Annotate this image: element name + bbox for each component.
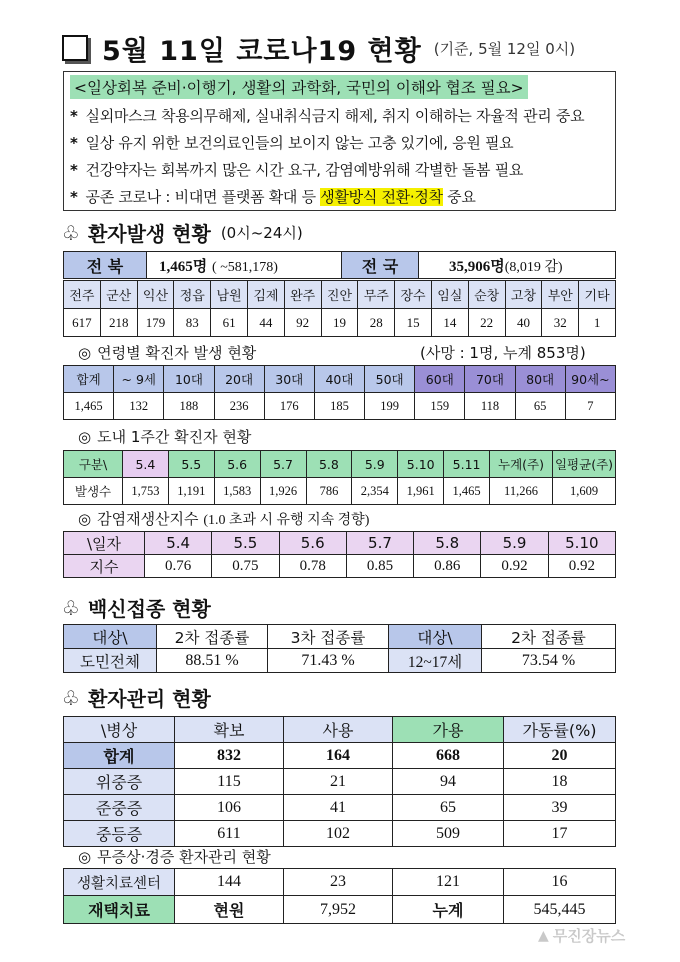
week-value: 1,465 (444, 478, 490, 505)
vaccine-value: 71.43 % (268, 649, 389, 673)
age-header: 20대 (214, 366, 264, 393)
rt-value: 0.92 (548, 555, 615, 578)
rt-header: 5.5 (212, 532, 279, 555)
age-value: 176 (264, 393, 314, 420)
club-icon: ♧ (62, 220, 80, 245)
vaccine-value: 73.54 % (482, 649, 616, 673)
beds-row-label: 위중증 (64, 769, 175, 795)
age-header: 60대 (415, 366, 465, 393)
vaccine-all-residents: 도민전체 (64, 649, 157, 673)
rt-table (63, 531, 616, 578)
rt-value: 0.75 (212, 555, 279, 578)
jb-label: 전 북 (64, 252, 147, 279)
rt-header: 5.6 (279, 532, 346, 555)
jeonbuk-summary-table (63, 251, 616, 279)
age-header: 30대 (264, 366, 314, 393)
week-value: 1,191 (168, 478, 214, 505)
vaccine-table (63, 624, 616, 673)
mild-cell: 144 (175, 869, 284, 896)
region-header: 장수 (395, 281, 432, 309)
beds-header: 가동률(%) (504, 717, 616, 743)
region-count: 1 (579, 309, 616, 337)
rt-value: 0.76 (145, 555, 212, 578)
region-header: 기타 (579, 281, 616, 309)
vaccine-target-header: 대상\ (64, 625, 157, 649)
beds-cell: 65 (393, 795, 504, 821)
age-header: 합계 (64, 366, 114, 393)
region-header: 순창 (468, 281, 505, 309)
age-value: 236 (214, 393, 264, 420)
vaccine-dose2-header: 2차 접종률 (157, 625, 268, 649)
beds-cell: 102 (284, 821, 393, 847)
region-header: 남원 (211, 281, 248, 309)
region-count: 61 (211, 309, 248, 337)
region-count: 14 (431, 309, 468, 337)
region-header: 김제 (247, 281, 284, 309)
rt-heading: ◎ 감염재생산지수 (1.0 초과 시 유행 지속 경향) (78, 510, 370, 528)
jb-count-cell: 1,465명 ( ~581,178) (147, 252, 342, 279)
vaccine-value: 88.51 % (157, 649, 268, 673)
region-header: 완주 (284, 281, 321, 309)
beds-header: 가용 (393, 717, 504, 743)
vaccine-dose3-header: 3차 접종률 (268, 625, 389, 649)
region-header: 고창 (505, 281, 542, 309)
week-header: 일평균(주) (553, 451, 616, 478)
region-count: 19 (321, 309, 358, 337)
beds-cell: 21 (284, 769, 393, 795)
age-header: 40대 (314, 366, 364, 393)
age-value: 199 (365, 393, 415, 420)
watermark: ▲ 무진장뉴스 (538, 927, 626, 945)
age-value: 1,465 (64, 393, 114, 420)
home-current-label: 현원 (175, 896, 284, 924)
beds-cell: 115 (175, 769, 284, 795)
week-header: 5.4 (123, 451, 169, 478)
week-header: 구분\ (64, 451, 123, 478)
beds-cell: 41 (284, 795, 393, 821)
summary-bullet: * 실외마스크 착용의무해제, 실내취식금지 해제, 취지 이해하는 자율적 관리 중요 (70, 107, 585, 125)
week-table (63, 450, 616, 505)
week-value: 1,583 (214, 478, 260, 505)
region-header: 전주 (64, 281, 101, 309)
week-header: 5.11 (444, 451, 490, 478)
summary-bullet: * 공존 코로나 : 비대면 플랫폼 확대 등 생활방식 전환·정착 중요 (70, 188, 476, 206)
mild-cell: 16 (504, 869, 616, 896)
rt-header: 5.7 (346, 532, 413, 555)
section-title: 환자관리 현황 (87, 687, 211, 711)
rt-value: 0.92 (481, 555, 548, 578)
section-range: (0시~24시) (220, 224, 303, 242)
region-header: 무주 (358, 281, 395, 309)
mild-table (63, 868, 616, 924)
region-header: 부안 (542, 281, 579, 309)
beds-cell: 39 (504, 795, 616, 821)
week-header: 5.6 (214, 451, 260, 478)
nat-label: 전 국 (342, 252, 419, 279)
week-header: 5.10 (398, 451, 444, 478)
title-row (62, 28, 575, 68)
age-value: 65 (515, 393, 565, 420)
region-count: 83 (174, 309, 211, 337)
beds-cell: 18 (504, 769, 616, 795)
section-patient-care (62, 683, 211, 712)
age-value: 159 (415, 393, 465, 420)
age-header: 70대 (465, 366, 515, 393)
week-value: 발생수 (64, 478, 123, 505)
region-count: 28 (358, 309, 395, 337)
summary-box (63, 71, 616, 211)
week-value: 786 (306, 478, 352, 505)
club-icon: ♧ (62, 685, 80, 710)
rt-value: 0.86 (414, 555, 481, 578)
rt-header: 5.10 (548, 532, 615, 555)
beds-cell: 668 (393, 743, 504, 769)
summary-header: <일상회복 준비·이행기, 생활의 과학화, 국민의 이해와 협조 필요> (70, 75, 528, 99)
beds-cell: 94 (393, 769, 504, 795)
rt-value: 0.85 (346, 555, 413, 578)
rt-header: 5.8 (414, 532, 481, 555)
week-header: 5.8 (306, 451, 352, 478)
age-value: 188 (164, 393, 214, 420)
nat-count-cell: 35,906명(8,019 감) (419, 252, 616, 279)
week-heading: ◎ 도내 1주간 확진자 현황 (78, 428, 252, 446)
beds-header: 확보 (175, 717, 284, 743)
region-header: 정읍 (174, 281, 211, 309)
mild-cell: 23 (284, 869, 393, 896)
center-label: 생활치료센터 (64, 869, 175, 896)
highlight-text: 생활방식 전환·정착 (320, 188, 443, 206)
region-count: 179 (137, 309, 174, 337)
rt-value: 0.78 (279, 555, 346, 578)
week-header: 5.7 (260, 451, 306, 478)
age-value: 132 (114, 393, 164, 420)
section-title: 환자발생 현황 (87, 222, 211, 246)
age-value: 7 (565, 393, 615, 420)
age-value: 185 (314, 393, 364, 420)
section-patients (62, 218, 303, 247)
death-count: (사망 : 1명, 누계 853명) (420, 344, 586, 362)
region-count: 15 (395, 309, 432, 337)
vaccine-teen-group: 12~17세 (389, 649, 482, 673)
week-value: 1,609 (553, 478, 616, 505)
beds-cell: 509 (393, 821, 504, 847)
week-value: 11,266 (490, 478, 553, 505)
section-title: 백신접종 현황 (87, 597, 211, 621)
summary-bullet: * 건강약자는 회복까지 많은 시간 요구, 감염예방위해 각별한 돌봄 필요 (70, 161, 524, 179)
region-count: 32 (542, 309, 579, 337)
region-count: 617 (64, 309, 101, 337)
week-header: 5.9 (352, 451, 398, 478)
mild-heading: ◎ 무증상·경증 환자관리 현황 (78, 848, 271, 866)
week-header: 누계(주) (490, 451, 553, 478)
region-table (63, 280, 616, 337)
rt-value: 지수 (64, 555, 145, 578)
section-vaccine (62, 593, 211, 622)
beds-header: 사용 (284, 717, 393, 743)
vaccine-target-header: 대상\ (389, 625, 482, 649)
rt-header: 5.4 (145, 532, 212, 555)
beds-cell: 17 (504, 821, 616, 847)
mild-cell: 121 (393, 869, 504, 896)
beds-row-label: 합계 (64, 743, 175, 769)
age-table (63, 365, 616, 420)
beds-cell: 106 (175, 795, 284, 821)
vaccine-dose2-header: 2차 접종률 (482, 625, 616, 649)
week-value: 1,961 (398, 478, 444, 505)
beds-cell: 611 (175, 821, 284, 847)
title-basis: (기준, 5월 12일 0시) (433, 39, 576, 58)
region-count: 218 (100, 309, 137, 337)
mountain-icon: ▲ (538, 927, 549, 944)
checkbox-icon (62, 35, 88, 61)
rt-header: \일자 (64, 532, 145, 555)
region-header: 군산 (100, 281, 137, 309)
age-value: 118 (465, 393, 515, 420)
club-icon: ♧ (62, 595, 80, 620)
home-care-label: 재택치료 (64, 896, 175, 924)
week-value: 1,753 (123, 478, 169, 505)
beds-cell: 164 (284, 743, 393, 769)
age-header: 10대 (164, 366, 214, 393)
week-header: 5.5 (168, 451, 214, 478)
beds-row-label: 준중증 (64, 795, 175, 821)
rt-header: 5.9 (481, 532, 548, 555)
age-header: ~ 9세 (114, 366, 164, 393)
summary-bullet: * 일상 유지 위한 보건의료인들의 보이지 않는 고충 있기에, 응원 필요 (70, 134, 514, 152)
week-value: 2,354 (352, 478, 398, 505)
region-count: 92 (284, 309, 321, 337)
beds-cell: 832 (175, 743, 284, 769)
home-total-value: 545,445 (504, 896, 616, 924)
region-count: 40 (505, 309, 542, 337)
home-current-value: 7,952 (284, 896, 393, 924)
age-header: 50대 (365, 366, 415, 393)
home-total-label: 누계 (393, 896, 504, 924)
age-header: 90세~ (565, 366, 615, 393)
region-header: 진안 (321, 281, 358, 309)
age-heading: ◎ 연령별 확진자 발생 현황 (78, 344, 257, 362)
beds-header: \병상 (64, 717, 175, 743)
page-title: 5월 11일 코로나19 현황 (102, 35, 422, 67)
age-header: 80대 (515, 366, 565, 393)
region-header: 익산 (137, 281, 174, 309)
region-count: 22 (468, 309, 505, 337)
region-header: 임실 (431, 281, 468, 309)
region-count: 44 (247, 309, 284, 337)
beds-table (63, 716, 616, 847)
week-value: 1,926 (260, 478, 306, 505)
beds-cell: 20 (504, 743, 616, 769)
beds-row-label: 중등증 (64, 821, 175, 847)
